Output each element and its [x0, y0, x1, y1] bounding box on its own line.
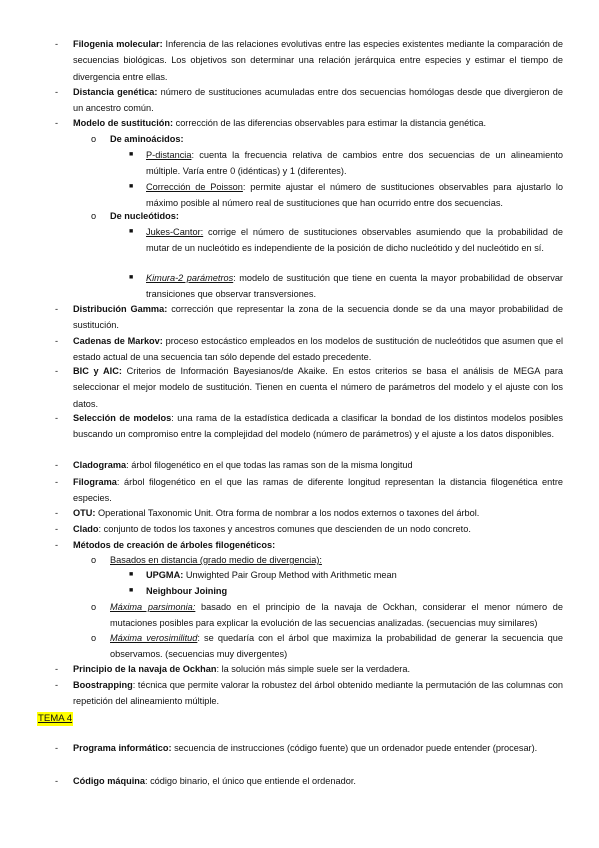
- definition: : árbol filogenético en el que las ramas de diferente longitud representan la distancia filogenética entre especies.: [73, 477, 563, 504]
- list-item: [146, 270, 563, 303]
- definition: Criterios de Información Bayesianos/de Akaike. En estos criterios se basa el análisis de MEGA para seleccionar el mejor modelo de sustitución. Tienen en cuenta el número de parámetros del modelo y el ajuste con los datos.: [73, 366, 563, 409]
- list-item: [73, 740, 563, 756]
- list-item: [73, 333, 563, 366]
- list-item: [146, 567, 526, 583]
- term: OTU:: [73, 508, 96, 518]
- term: Selección de modelos: [73, 413, 172, 423]
- list-item: [73, 677, 563, 710]
- term: Cladograma: [73, 460, 127, 470]
- term: Programa informático:: [73, 743, 172, 753]
- circle-bullet: o: [91, 602, 97, 612]
- dash-bullet: -: [55, 477, 59, 487]
- circle-bullet: o: [91, 134, 97, 144]
- list-item: [73, 301, 563, 334]
- dash-bullet: -: [55, 336, 59, 346]
- subheading-nucleotidos: De nucleótidos:: [110, 211, 179, 221]
- list-item: [73, 410, 563, 443]
- definition: : permite ajustar el número de sustituciones observables para ajustarlo lo máximo posible al número real de sustituciones que han ocurrido entre dos secuencias.: [146, 182, 563, 209]
- square-bullet: ■: [129, 228, 134, 235]
- definition: número de sustituciones acumuladas entre dos secuencias homólogas desde que divergieron de un ancestro común.: [73, 87, 563, 114]
- dash-bullet: -: [55, 743, 59, 753]
- definition: Operational Taxonomic Unit. Otra forma de nombrar a los nodos externos o taxones del árbol.: [95, 508, 480, 518]
- square-bullet: ■: [129, 571, 134, 578]
- list-item: [73, 537, 563, 553]
- definition: : la solución más simple suele ser la verdadera.: [216, 664, 411, 674]
- dash-bullet: -: [55, 87, 59, 97]
- dash-bullet: -: [55, 118, 59, 128]
- definition: proceso estocástico empleados en los modelos de sustitución de nucleótidos que asumen que el estado actual de una secuencia tan sólo depende del estado precedente.: [73, 336, 564, 363]
- dash-bullet: -: [55, 680, 59, 690]
- definition: : árbol filogenético en el que todas las ramas son de la misma longitud: [126, 460, 413, 470]
- definition: corrige el número de sustituciones observables asumiendo que la probabilidad de mutar de un nucleótido es independiente de la posición de dicho nucleótido y del nucleótido en sí.: [146, 227, 563, 254]
- definition: : se quedaría con el árbol que maximiza la probabilidad de generar la secuencia que observamos. (secuencias muy divergentes): [110, 633, 563, 660]
- term: Distribución Gamma:: [73, 304, 168, 314]
- term: P-distancia: [146, 150, 192, 160]
- definition: corrección que representar la zona de la secuencia donde se da una mayor probabilidad de sustitución.: [73, 304, 563, 331]
- term: Código máquina: [73, 776, 145, 786]
- list-item: [73, 84, 563, 117]
- dash-bullet: -: [55, 508, 59, 518]
- square-bullet: ■: [129, 151, 134, 158]
- term: Métodos de creación de árboles filogenéticos:: [73, 540, 276, 550]
- dash-bullet: -: [55, 39, 59, 49]
- definition: : conjunto de todos los taxones y ancestros comunes que descienden de un nodo concreto.: [98, 524, 471, 534]
- list-item: [146, 147, 563, 180]
- term: Modelo de sustitución:: [73, 118, 174, 128]
- definition: : código binario, el único que entiende el ordenador.: [144, 776, 356, 786]
- definition: : técnica que permite valorar la robustez del árbol obtenido mediante la permutación de las columnas con repetición del alineamiento múltiple.: [73, 680, 563, 707]
- section-heading: TEMA 4: [38, 713, 73, 724]
- circle-bullet: o: [91, 633, 97, 643]
- dash-bullet: -: [55, 413, 59, 423]
- term: Kimura-2 parámetros: [146, 273, 234, 283]
- term: Jukes-Cantor:: [146, 227, 204, 237]
- term: Distancia genética:: [73, 87, 158, 97]
- list-item: [73, 363, 563, 412]
- list-item: [73, 505, 563, 521]
- list-item: [146, 224, 563, 257]
- definition: corrección de las diferencias observables para estimar la distancia genética.: [173, 118, 487, 128]
- list-item: [73, 474, 563, 507]
- list-item: [146, 179, 563, 212]
- subheading-aminoacidos: De aminoácidos:: [110, 134, 184, 144]
- list-item: [73, 36, 563, 85]
- list-item: [110, 630, 563, 663]
- definition: Inferencia de las relaciones evolutivas entre las especies existentes mediante la comparación de secuencias biológicas. Los objetivos son determinar una relación jerárquica entre especies y estimar el tiempo de divergencia entre ellas.: [73, 39, 563, 82]
- dash-bullet: -: [55, 304, 59, 314]
- list-item: [73, 115, 563, 131]
- dash-bullet: -: [55, 540, 59, 550]
- definition: : cuenta la frecuencia relativa de cambios entre dos secuencias de un alineamiento múltiple. Varía entre 0 (idénticas) y 1 (diferentes).: [146, 150, 563, 177]
- term: Neighbour Joining: [146, 586, 228, 596]
- term: Boostrapping: [73, 680, 133, 690]
- dash-bullet: -: [55, 524, 59, 534]
- list-item: [73, 521, 563, 537]
- list-item: [73, 773, 563, 789]
- square-bullet: ■: [129, 587, 134, 594]
- definition: secuencia de instrucciones (código fuente) que un ordenador puede entender (procesar).: [171, 743, 538, 753]
- term: Máxima parsimonia:: [110, 602, 196, 612]
- term: Filograma: [73, 477, 117, 487]
- definition: : modelo de sustitución que tiene en cuenta la mayor probabilidad de observar transiciones que observar transversiones.: [146, 273, 563, 300]
- term: Cadenas de Markov:: [73, 336, 163, 346]
- term: Máxima verosimilitud: [110, 633, 198, 643]
- circle-bullet: o: [91, 211, 97, 221]
- dash-bullet: -: [55, 664, 59, 674]
- subheading-distancia: Basados en distancia (grado medio de divergencia):: [110, 555, 322, 565]
- square-bullet: ■: [129, 274, 134, 281]
- circle-bullet: o: [91, 555, 97, 565]
- dash-bullet: -: [55, 776, 59, 786]
- definition: basado en el principio de la navaja de Ockhan, considerar el menor número de mutaciones posibles para explicar la evolución de las secuencias analizadas. (secuencias muy similares): [110, 602, 563, 629]
- term: Filogenia molecular:: [73, 39, 163, 49]
- term: BIC y AIC:: [73, 366, 122, 376]
- list-item: [110, 599, 563, 632]
- term: Principio de la navaja de Ockhan: [73, 664, 217, 674]
- dash-bullet: -: [55, 366, 59, 376]
- dash-bullet: -: [55, 460, 59, 470]
- square-bullet: ■: [129, 183, 134, 190]
- list-item: [146, 583, 526, 599]
- term: UPGMA:: [146, 570, 184, 580]
- list-item: [73, 457, 563, 473]
- list-item: [73, 661, 563, 677]
- term: Corrección de Poisson: [146, 182, 243, 192]
- definition: : una rama de la estadística dedicada a clasificar la bondad de los distintos modelos posibles buscando un compromiso entre la complejidad del modelo (número de parámetros) y el ajuste a los datos disponibles.: [73, 413, 563, 440]
- term: Clado: [73, 524, 99, 534]
- definition: Unwighted Pair Group Method with Arithmetic mean: [183, 570, 397, 580]
